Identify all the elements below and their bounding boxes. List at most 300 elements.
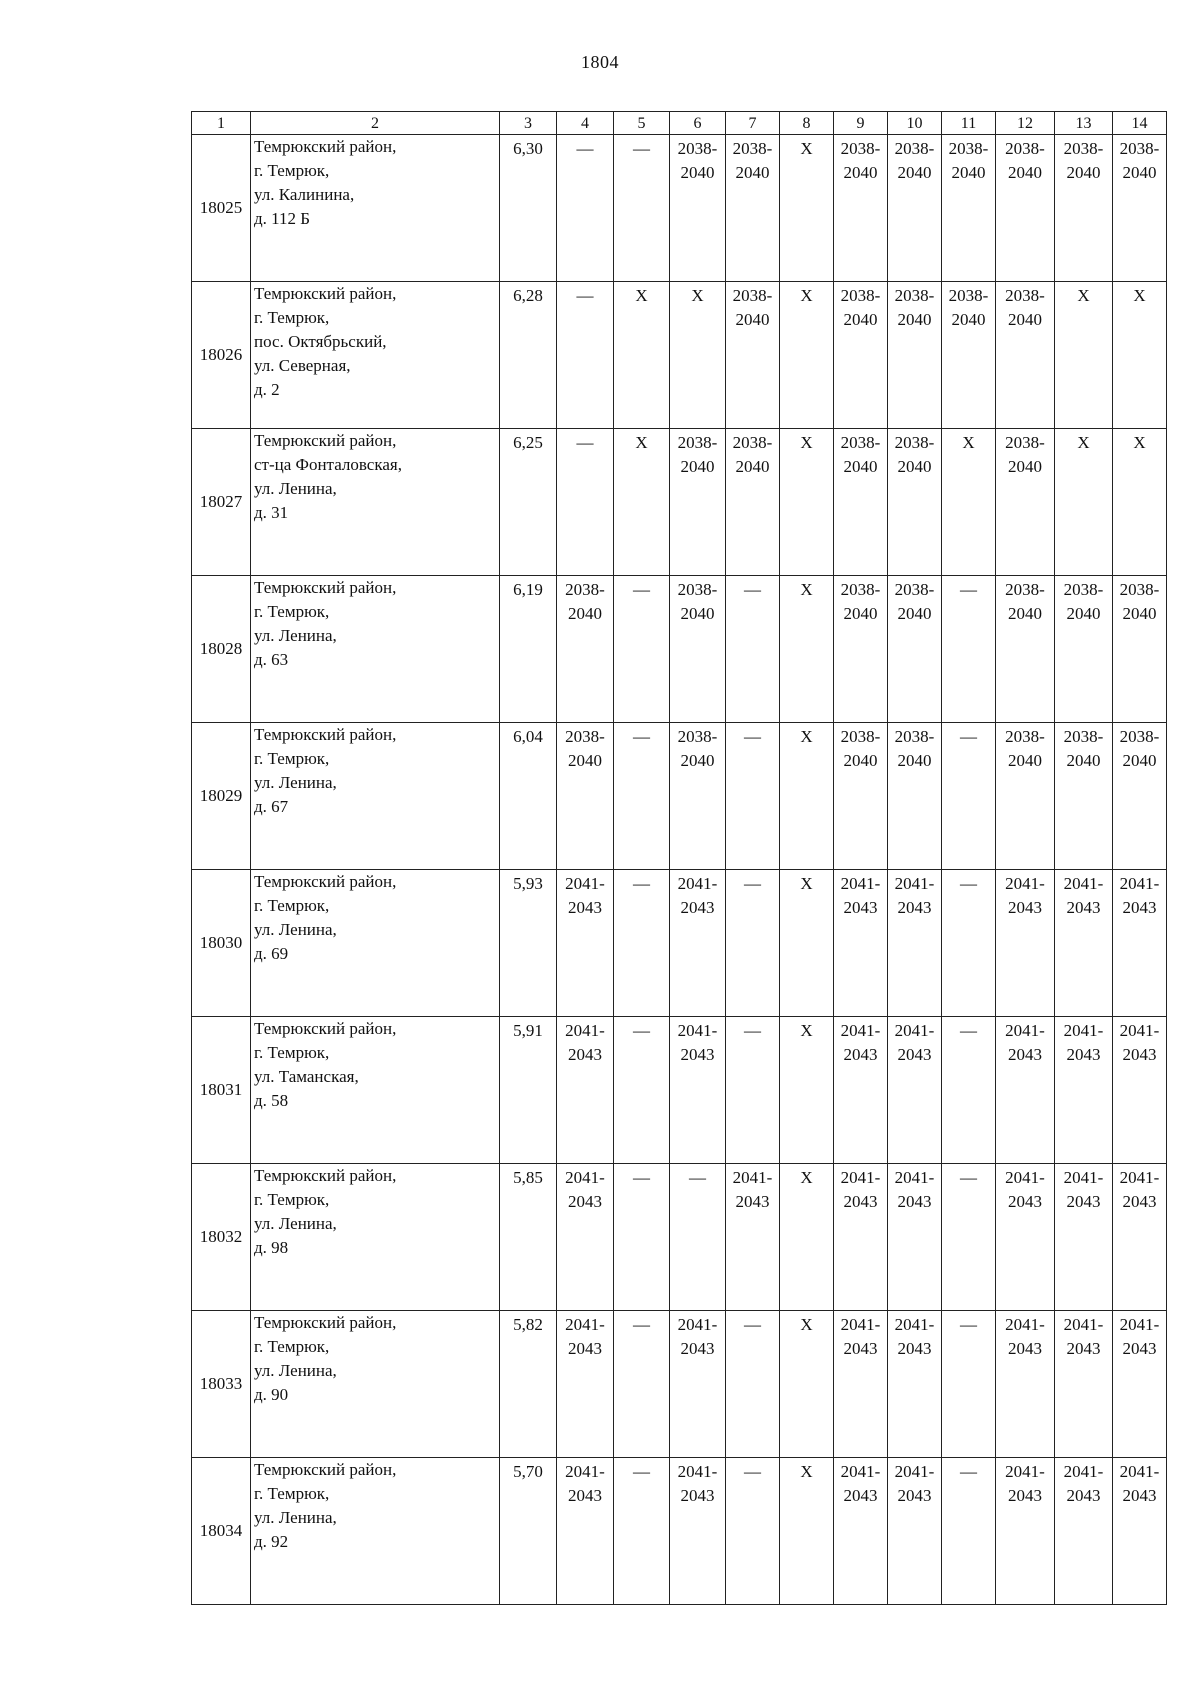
period-cell bbox=[996, 1311, 1055, 1458]
period-cell-line: — bbox=[576, 139, 594, 158]
period-cell-line: 2043 bbox=[1122, 1486, 1157, 1505]
period-cell bbox=[834, 1017, 888, 1164]
period-cell bbox=[942, 870, 996, 1017]
period-cell bbox=[1055, 870, 1113, 1017]
period-cell-line: 2040 bbox=[843, 457, 878, 476]
period-cell bbox=[996, 576, 1055, 723]
period-cell-line: 2043 bbox=[568, 1045, 602, 1064]
period-cell-line: 2040 bbox=[951, 310, 986, 329]
column-number: 7 bbox=[726, 112, 780, 135]
period-cell bbox=[1055, 1458, 1113, 1605]
period-cell-line: 2038- bbox=[1005, 433, 1045, 452]
column-number: 9 bbox=[834, 112, 888, 135]
period-cell-line: 2041- bbox=[677, 874, 718, 893]
table-row bbox=[192, 1164, 1167, 1311]
period-cell-line: 2043 bbox=[897, 1045, 932, 1064]
period-cell bbox=[670, 870, 726, 1017]
period-cell-line: 2041- bbox=[894, 1168, 935, 1187]
period-cell bbox=[726, 1458, 780, 1605]
period-cell-line: 2040 bbox=[843, 604, 878, 623]
period-cell bbox=[557, 282, 614, 429]
period-cell bbox=[614, 1458, 670, 1605]
period-cell-line: 2041- bbox=[894, 1021, 935, 1040]
period-cell-line: — bbox=[960, 1021, 977, 1040]
record-number: 18033 bbox=[192, 1311, 251, 1458]
period-cell-line: Х bbox=[800, 1168, 813, 1187]
period-cell-line: 2038- bbox=[1119, 139, 1160, 158]
period-cell-line: 2038- bbox=[565, 727, 605, 746]
period-cell-line: 2043 bbox=[680, 898, 715, 917]
address-line: Темрюкский район, bbox=[254, 1313, 397, 1332]
period-cell bbox=[942, 135, 996, 282]
address-line: г. Темрюк, bbox=[254, 308, 330, 327]
value-cell: 6,19 bbox=[500, 576, 557, 723]
period-cell-line: 2040 bbox=[897, 457, 932, 476]
period-cell bbox=[888, 870, 942, 1017]
period-cell-line: Х bbox=[800, 727, 813, 746]
period-cell bbox=[834, 723, 888, 870]
address-line: г. Темрюк, bbox=[254, 749, 330, 768]
period-cell-line: — bbox=[744, 1021, 761, 1040]
period-cell-line: 2043 bbox=[680, 1339, 715, 1358]
record-number: 18030 bbox=[192, 870, 251, 1017]
period-cell bbox=[888, 723, 942, 870]
period-cell-line: 2043 bbox=[568, 898, 602, 917]
period-cell-line: — bbox=[633, 1462, 650, 1481]
period-cell-line: 2038- bbox=[948, 286, 989, 305]
period-cell bbox=[996, 723, 1055, 870]
period-cell-line: 2040 bbox=[897, 163, 932, 182]
period-cell-line: 2040 bbox=[735, 163, 770, 182]
address-line: д. 90 bbox=[254, 1385, 289, 1404]
address-line: Темрюкский район, bbox=[254, 872, 397, 891]
period-cell-line: — bbox=[633, 874, 650, 893]
period-cell bbox=[1055, 429, 1113, 576]
period-cell bbox=[670, 282, 726, 429]
address-line: г. Темрюк, bbox=[254, 896, 330, 915]
period-cell-line: — bbox=[633, 1021, 650, 1040]
period-cell-line: 2043 bbox=[843, 1045, 878, 1064]
period-cell bbox=[834, 1458, 888, 1605]
period-cell-line: 2038- bbox=[677, 139, 718, 158]
period-cell bbox=[670, 723, 726, 870]
column-number: 11 bbox=[942, 112, 996, 135]
address-cell bbox=[251, 723, 500, 870]
period-cell bbox=[557, 1017, 614, 1164]
period-cell-line: 2038- bbox=[677, 727, 718, 746]
period-cell-line: 2043 bbox=[680, 1486, 715, 1505]
address-line: Темрюкский район, bbox=[254, 578, 397, 597]
period-cell bbox=[726, 870, 780, 1017]
period-cell-line: 2040 bbox=[897, 751, 932, 770]
period-cell-line: 2040 bbox=[1066, 604, 1101, 623]
address-line: д. 67 bbox=[254, 797, 289, 816]
period-cell-line: Х bbox=[800, 874, 813, 893]
period-cell bbox=[614, 870, 670, 1017]
period-cell bbox=[942, 282, 996, 429]
period-cell-line: 2040 bbox=[1066, 163, 1101, 182]
address-cell bbox=[251, 576, 500, 723]
address-line: ул. Ленина, bbox=[254, 1508, 337, 1527]
period-cell-line: 2040 bbox=[1008, 310, 1042, 329]
period-cell bbox=[888, 1458, 942, 1605]
period-cell-line: 2038- bbox=[894, 286, 935, 305]
period-cell-line: 2043 bbox=[897, 1192, 932, 1211]
period-cell bbox=[834, 429, 888, 576]
period-cell-line: Х bbox=[800, 1021, 813, 1040]
period-cell-line: 2040 bbox=[680, 457, 715, 476]
period-cell-line: — bbox=[960, 580, 977, 599]
period-cell-line: 2040 bbox=[1122, 163, 1157, 182]
address-line: д. 2 bbox=[254, 380, 280, 399]
address-cell bbox=[251, 429, 500, 576]
period-cell-line: 2041- bbox=[840, 874, 881, 893]
table-row bbox=[192, 576, 1167, 723]
address-cell bbox=[251, 1311, 500, 1458]
value-cell: 5,85 bbox=[500, 1164, 557, 1311]
period-cell-line: 2043 bbox=[1066, 1486, 1101, 1505]
period-cell-line: 2038- bbox=[732, 139, 773, 158]
period-cell bbox=[996, 135, 1055, 282]
column-number: 8 bbox=[780, 112, 834, 135]
address-line: г. Темрюк, bbox=[254, 602, 330, 621]
period-cell bbox=[996, 1017, 1055, 1164]
period-cell-line: 2043 bbox=[1066, 1192, 1101, 1211]
period-cell-line: 2041- bbox=[1063, 1168, 1104, 1187]
column-number: 14 bbox=[1113, 112, 1167, 135]
address-line: д. 31 bbox=[254, 503, 289, 522]
period-cell bbox=[614, 576, 670, 723]
period-cell bbox=[780, 1458, 834, 1605]
period-cell bbox=[942, 723, 996, 870]
address-line: д. 69 bbox=[254, 944, 289, 963]
page-number: 1804 bbox=[581, 52, 619, 72]
period-cell bbox=[614, 282, 670, 429]
address-line: д. 63 bbox=[254, 650, 289, 669]
address-line: Темрюкский район, bbox=[254, 137, 397, 156]
period-cell bbox=[614, 1164, 670, 1311]
period-cell-line: 2041- bbox=[732, 1168, 773, 1187]
period-cell bbox=[726, 1164, 780, 1311]
period-cell-line: 2041- bbox=[677, 1462, 718, 1481]
period-cell-line: 2041- bbox=[1005, 1021, 1045, 1040]
record-number: 18027 bbox=[192, 429, 251, 576]
period-cell-line: 2043 bbox=[1122, 898, 1157, 917]
address-line: д. 98 bbox=[254, 1238, 289, 1257]
period-cell-line: — bbox=[960, 1168, 977, 1187]
address-cell bbox=[251, 135, 500, 282]
period-cell bbox=[1055, 1311, 1113, 1458]
period-cell bbox=[614, 1017, 670, 1164]
period-cell-line: — bbox=[633, 1315, 650, 1334]
address-line: Темрюкский район, bbox=[254, 1460, 397, 1479]
period-cell-line: 2040 bbox=[1122, 604, 1157, 623]
period-cell-line: — bbox=[689, 1168, 706, 1187]
period-cell-line: 2038- bbox=[732, 286, 773, 305]
period-cell-line: 2043 bbox=[1066, 898, 1101, 917]
period-cell-line: 2041- bbox=[1063, 1462, 1104, 1481]
period-cell-line: 2040 bbox=[680, 604, 715, 623]
address-line: пос. Октябрьский, bbox=[254, 332, 387, 351]
period-cell-line: 2040 bbox=[843, 751, 878, 770]
period-cell-line: 2043 bbox=[568, 1486, 602, 1505]
period-cell bbox=[780, 723, 834, 870]
table-row bbox=[192, 135, 1167, 282]
period-cell bbox=[726, 135, 780, 282]
period-cell bbox=[614, 135, 670, 282]
period-cell bbox=[726, 723, 780, 870]
period-cell-line: 2038- bbox=[565, 580, 605, 599]
period-cell-line: 2043 bbox=[1008, 1045, 1042, 1064]
address-line: г. Темрюк, bbox=[254, 1484, 330, 1503]
period-cell bbox=[614, 429, 670, 576]
period-cell-line: 2040 bbox=[897, 310, 932, 329]
period-cell-line: 2043 bbox=[1008, 898, 1042, 917]
period-cell bbox=[834, 282, 888, 429]
period-cell-line: — bbox=[960, 1462, 977, 1481]
period-cell-line: 2043 bbox=[843, 1486, 878, 1505]
period-cell-line: — bbox=[744, 1315, 761, 1334]
address-line: ул. Ленина, bbox=[254, 773, 337, 792]
address-line: г. Темрюк, bbox=[254, 1337, 330, 1356]
value-cell: 6,25 bbox=[500, 429, 557, 576]
period-cell bbox=[557, 1164, 614, 1311]
period-cell bbox=[670, 576, 726, 723]
period-cell-line: Х bbox=[800, 1315, 813, 1334]
period-cell-line: 2038- bbox=[894, 580, 935, 599]
period-cell bbox=[557, 1311, 614, 1458]
period-cell-line: 2040 bbox=[680, 751, 715, 770]
period-cell-line: 2041- bbox=[565, 1462, 605, 1481]
period-cell-line: Х bbox=[1077, 286, 1090, 305]
period-cell-line: — bbox=[744, 727, 761, 746]
period-cell-line: — bbox=[960, 727, 977, 746]
table-row bbox=[192, 723, 1167, 870]
address-line: ст-ца Фонталовская, bbox=[254, 455, 402, 474]
period-cell-line: Х bbox=[962, 433, 975, 452]
column-number: 12 bbox=[996, 112, 1055, 135]
period-cell-line: 2041- bbox=[565, 1021, 605, 1040]
value-cell: 5,93 bbox=[500, 870, 557, 1017]
period-cell bbox=[726, 1017, 780, 1164]
column-number-row bbox=[192, 112, 1167, 135]
period-cell-line: 2041- bbox=[840, 1462, 881, 1481]
period-cell bbox=[780, 870, 834, 1017]
value-cell: 6,28 bbox=[500, 282, 557, 429]
period-cell bbox=[1113, 1458, 1167, 1605]
period-cell-line: Х bbox=[800, 580, 813, 599]
period-cell-line: 2040 bbox=[843, 163, 878, 182]
period-cell-line: 2041- bbox=[1119, 1315, 1160, 1334]
period-cell-line: 2043 bbox=[568, 1192, 602, 1211]
period-cell bbox=[888, 429, 942, 576]
table-row bbox=[192, 282, 1167, 429]
period-cell bbox=[942, 1311, 996, 1458]
period-cell bbox=[557, 576, 614, 723]
period-cell bbox=[1055, 723, 1113, 870]
period-cell-line: 2043 bbox=[1066, 1045, 1101, 1064]
period-cell-line: 2038- bbox=[894, 727, 935, 746]
period-cell bbox=[670, 429, 726, 576]
address-line: г. Темрюк, bbox=[254, 161, 330, 180]
period-cell bbox=[670, 1164, 726, 1311]
period-cell-line: 2040 bbox=[735, 310, 770, 329]
period-cell bbox=[834, 576, 888, 723]
period-cell-line: 2041- bbox=[1005, 1168, 1045, 1187]
period-cell-line: 2038- bbox=[1063, 727, 1104, 746]
period-cell bbox=[942, 1458, 996, 1605]
period-cell-line: 2040 bbox=[568, 604, 602, 623]
period-cell-line: 2043 bbox=[897, 898, 932, 917]
period-cell-line: 2040 bbox=[1008, 457, 1042, 476]
period-cell-line: Х bbox=[635, 433, 648, 452]
period-cell-line: 2041- bbox=[1005, 1315, 1045, 1334]
record-number: 18026 bbox=[192, 282, 251, 429]
period-cell bbox=[557, 135, 614, 282]
period-cell-line: 2038- bbox=[894, 433, 935, 452]
record-number: 18031 bbox=[192, 1017, 251, 1164]
period-cell-line: 2040 bbox=[897, 604, 932, 623]
period-cell bbox=[557, 870, 614, 1017]
address-line: д. 112 Б bbox=[254, 209, 311, 228]
period-cell-line: 2040 bbox=[1008, 163, 1042, 182]
period-cell-line: 2038- bbox=[1005, 580, 1045, 599]
address-line: ул. Ленина, bbox=[254, 626, 337, 645]
period-cell-line: 2040 bbox=[680, 163, 715, 182]
period-cell-line: Х bbox=[800, 286, 813, 305]
period-cell bbox=[780, 1311, 834, 1458]
address-line: ул. Северная, bbox=[254, 356, 351, 375]
column-number: 3 bbox=[500, 112, 557, 135]
period-cell-line: 2041- bbox=[1005, 874, 1045, 893]
period-cell bbox=[726, 282, 780, 429]
period-cell-line: Х bbox=[691, 286, 704, 305]
column-number: 4 bbox=[557, 112, 614, 135]
address-line: ул. Ленина, bbox=[254, 1214, 337, 1233]
period-cell bbox=[888, 282, 942, 429]
column-number: 1 bbox=[192, 112, 251, 135]
period-cell-line: 2038- bbox=[677, 433, 718, 452]
period-cell bbox=[834, 1311, 888, 1458]
address-line: ул. Калинина, bbox=[254, 185, 355, 204]
period-cell-line: — bbox=[744, 580, 761, 599]
period-cell-line: 2038- bbox=[1005, 286, 1045, 305]
period-cell-line: 2041- bbox=[1119, 1462, 1160, 1481]
address-cell bbox=[251, 1017, 500, 1164]
period-cell-line: 2043 bbox=[843, 1339, 878, 1358]
period-cell-line: 2038- bbox=[840, 139, 881, 158]
period-cell bbox=[834, 870, 888, 1017]
period-cell-line: 2043 bbox=[843, 1192, 878, 1211]
address-line: ул. Ленина, bbox=[254, 920, 337, 939]
period-cell bbox=[726, 576, 780, 723]
period-cell bbox=[1055, 1164, 1113, 1311]
period-cell bbox=[942, 576, 996, 723]
period-cell-line: 2043 bbox=[843, 898, 878, 917]
period-cell-line: 2041- bbox=[677, 1021, 718, 1040]
column-number: 13 bbox=[1055, 112, 1113, 135]
record-number: 18028 bbox=[192, 576, 251, 723]
period-cell bbox=[888, 1017, 942, 1164]
period-cell-line: 2041- bbox=[894, 1462, 935, 1481]
table-row bbox=[192, 1458, 1167, 1605]
period-cell bbox=[1113, 282, 1167, 429]
period-cell bbox=[670, 1311, 726, 1458]
period-cell bbox=[888, 1164, 942, 1311]
address-cell bbox=[251, 282, 500, 429]
record-number: 18034 bbox=[192, 1458, 251, 1605]
address-line: Темрюкский район, bbox=[254, 1166, 397, 1185]
table-row bbox=[192, 1017, 1167, 1164]
period-cell-line: Х bbox=[635, 286, 648, 305]
period-cell-line: 2041- bbox=[894, 1315, 935, 1334]
period-cell-line: 2041- bbox=[565, 1168, 605, 1187]
period-cell-line: 2041- bbox=[1119, 1168, 1160, 1187]
period-cell bbox=[670, 135, 726, 282]
period-cell-line: 2038- bbox=[1063, 580, 1104, 599]
period-cell-line: 2043 bbox=[1008, 1192, 1042, 1211]
record-number: 18025 bbox=[192, 135, 251, 282]
period-cell bbox=[614, 1311, 670, 1458]
period-cell bbox=[780, 576, 834, 723]
period-cell-line: Х bbox=[1133, 433, 1146, 452]
period-cell bbox=[557, 723, 614, 870]
period-cell bbox=[996, 282, 1055, 429]
column-number: 6 bbox=[670, 112, 726, 135]
value-cell: 5,91 bbox=[500, 1017, 557, 1164]
period-cell-line: 2043 bbox=[1066, 1339, 1101, 1358]
period-cell-line: Х bbox=[800, 1462, 813, 1481]
period-cell-line: 2040 bbox=[1066, 751, 1101, 770]
period-cell bbox=[780, 1017, 834, 1164]
period-cell bbox=[888, 1311, 942, 1458]
table-row bbox=[192, 870, 1167, 1017]
record-number: 18029 bbox=[192, 723, 251, 870]
period-cell bbox=[780, 135, 834, 282]
period-cell bbox=[834, 135, 888, 282]
period-cell bbox=[1113, 723, 1167, 870]
period-cell bbox=[1113, 1164, 1167, 1311]
period-cell-line: 2041- bbox=[565, 874, 605, 893]
address-line: ул. Ленина, bbox=[254, 479, 337, 498]
period-cell bbox=[780, 282, 834, 429]
address-line: Темрюкский район, bbox=[254, 431, 397, 450]
address-line: д. 58 bbox=[254, 1091, 289, 1110]
period-cell bbox=[614, 723, 670, 870]
period-cell bbox=[726, 429, 780, 576]
period-cell-line: 2041- bbox=[677, 1315, 718, 1334]
period-cell-line: 2038- bbox=[840, 433, 881, 452]
period-cell-line: 2043 bbox=[897, 1486, 932, 1505]
address-line: г. Темрюк, bbox=[254, 1190, 330, 1209]
period-cell-line: — bbox=[576, 286, 594, 305]
period-cell-line: — bbox=[633, 139, 650, 158]
period-cell-line: — bbox=[744, 1462, 761, 1481]
period-cell-line: 2041- bbox=[1063, 874, 1104, 893]
period-cell-line: 2038- bbox=[840, 286, 881, 305]
period-cell bbox=[1113, 429, 1167, 576]
record-number: 18032 bbox=[192, 1164, 251, 1311]
period-cell bbox=[942, 429, 996, 576]
period-cell-line: 2038- bbox=[948, 139, 989, 158]
period-cell-line: 2043 bbox=[1122, 1339, 1157, 1358]
period-cell-line: 2038- bbox=[840, 580, 881, 599]
period-cell-line: — bbox=[633, 580, 650, 599]
period-cell bbox=[726, 1311, 780, 1458]
period-cell-line: 2041- bbox=[1005, 1462, 1045, 1481]
value-cell: 5,70 bbox=[500, 1458, 557, 1605]
period-cell-line: 2041- bbox=[840, 1315, 881, 1334]
